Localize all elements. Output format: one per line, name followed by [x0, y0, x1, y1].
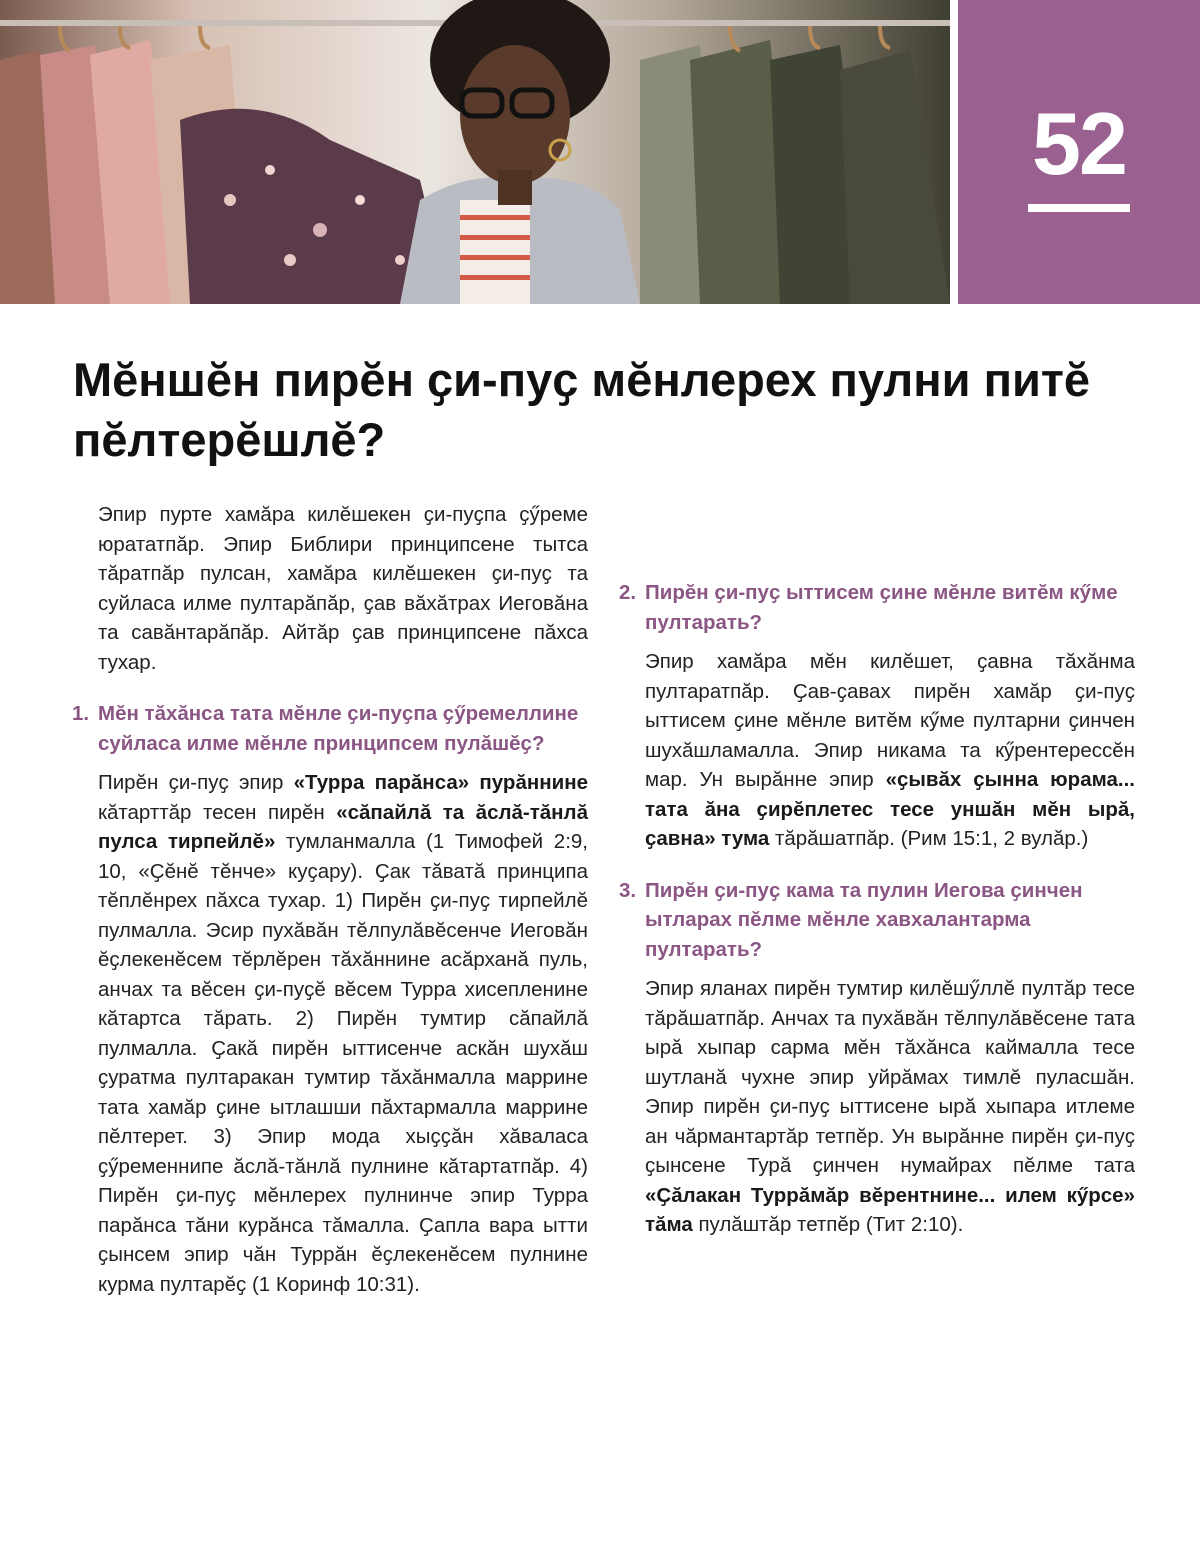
- question-3: [619, 876, 1135, 965]
- answer-3-quote: «Ҫăлакан Туррăмăр вĕрентнине... илем кӳрсе» тăма: [645, 1183, 1135, 1236]
- lesson-number: 52: [1032, 94, 1126, 193]
- answer-2-text-b: тăрăшатпăр. (Рим 15:1, 2 вулăр.): [769, 827, 1089, 850]
- answer-1-text-b: кăтарттăр тесен пирĕн: [98, 800, 337, 824]
- question-1: [72, 699, 588, 758]
- answer-3-text-a: Эпир яланах пирĕн тумтир килĕшӳллĕ пултăр тесе тăрăшатпăр. Анчах та пухăвăн тĕлпулăвĕсене тата ырă хыпар сарма мĕн тăхăнса каймалла тесе шутланă чухне эпир уйрăмах тимлĕ пуласшăн. Эпир пирĕн ҫи-пуҫ ыттисене ырă хыпара итлеме ан чăрмантартăр тетпĕр. Ун вырăнне пирĕн ҫи-пуҫ ҫынсене Турă ҫинчен нумайрах пĕлме тата: [645, 977, 1135, 1177]
- answer-3-paragraph: [645, 974, 1135, 1240]
- answer-1-text-c: тумланмалла (1 Тимофей 2:9, 10, «Ҫĕнĕ тĕнче» куҫару). Ҫак тăватă принципа тĕплĕнрех пăхса тухар. 1) Пирĕн ҫи-пуҫ тирпейлĕ пулмалла. Эсир пухăвăн тĕлпулăвĕсенче Иеговăн ĕҫлекенĕсем тĕрлĕрен тăхăннине асăрханă пуль, анчах та вĕсен ҫи-пуҫĕ вĕсем Турра хисепленине кăтартса тăрать. 2) Пирĕн тумтир сăпайлă пулмалла. Ҫакă пирĕн ыттисенче аскăн шухăш ҫуратма пултаракан тумтир тăхăнмалла маррине тата хамăр ҫине ытлашши пăхтармалла маррине пĕлтерет. 3) Эпир мода хыҫҫăн хăваласа ҫӳременнипе ăслă-тăнлă пулнине кăтартатпăр. 4) Пирĕн ҫи-пуҫ мĕнлерех пулнинче эпир Турра парăнса тăни курăнса тăмалла. Ҫапла вара ытти ҫынсем эпир чăн Туррăн ĕҫлекенĕсем пулнине курма пултарĕҫ (1 Коринф 10:31).: [98, 830, 589, 1296]
- question-2-text: Пирĕн ҫи-пуҫ ыттисем ҫине мĕнле витĕм кӳме пултарать?: [645, 581, 1118, 634]
- question-1-text: Мĕн тăхăнса тата мĕнле ҫи-пуҫпа ҫӳремеллине суйласа илме мĕнле принципсем пулăшĕҫ?: [98, 702, 579, 755]
- question-2-number: 2.: [619, 581, 637, 604]
- question-1-number: 1.: [72, 702, 90, 725]
- lesson-number-box: [958, 0, 1200, 304]
- answer-1-paragraph: [98, 768, 588, 1299]
- question-2: [619, 578, 1135, 637]
- answer-1-quote-b: «сăпайлă та ăслă-тăнлă пулса тирпейлĕ»: [98, 800, 588, 853]
- header-photo: [0, 0, 950, 304]
- answer-2-text-a: Эпир хамăра мĕн килĕшет, ҫавна тăхăнма пултаратпăр. Ҫав-ҫавах пирĕн хамăр ҫи-пуҫ ыттисем ҫине мĕнле витĕм кӳме пултарни ҫинчен шухăшламалла. Эпир никама та кӳрентерессĕн мар. Ун вырăнне эпир: [645, 650, 1135, 791]
- left-column: [72, 500, 589, 1313]
- page-title: Мĕншĕн пирĕн ҫи-пуҫ мĕнлерех пулни питĕ пĕлтерĕшлĕ?: [73, 353, 1091, 466]
- answer-2-quote: «ҫывăх ҫынна юрама... тата ăна ҫирĕплетес тесе уншăн мĕн ырă, ҫавна» тума: [645, 768, 1135, 850]
- answer-1-text-a: Пирĕн ҫи-пуҫ эпир: [98, 771, 294, 794]
- woman-shopping-clothes-photo: [0, 0, 950, 304]
- answer-2-paragraph: [645, 647, 1135, 854]
- lesson-number-underline: [1028, 204, 1130, 212]
- question-3-text: Пирĕн ҫи-пуҫ кама та пулин Иегова ҫинчен ытларах пĕлме мĕнле хавхалантарма пултарать?: [645, 878, 1083, 961]
- question-3-number: 3.: [619, 878, 637, 902]
- answer-1-quote-a: «Турра парăнса» пурăннине: [293, 771, 588, 794]
- right-column: [619, 500, 1135, 1254]
- intro-paragraph: Эпир пурте хамăра килĕшекен ҫи-пуҫпа ҫӳреме юрататпăр. Эпир Библири принципсене тытса тăратпăр пулсан, хамăра килĕшекен ҫи-пуҫ та суйласа илме пултарăпăр, ҫав вăхăтрах Иеговăна та савăнтарăпăр. Айтăр ҫав принципсене пăхса тухар.: [98, 503, 588, 674]
- answer-3-text-b: пулăштăр тетпĕр (Тит 2:10).: [692, 1213, 964, 1236]
